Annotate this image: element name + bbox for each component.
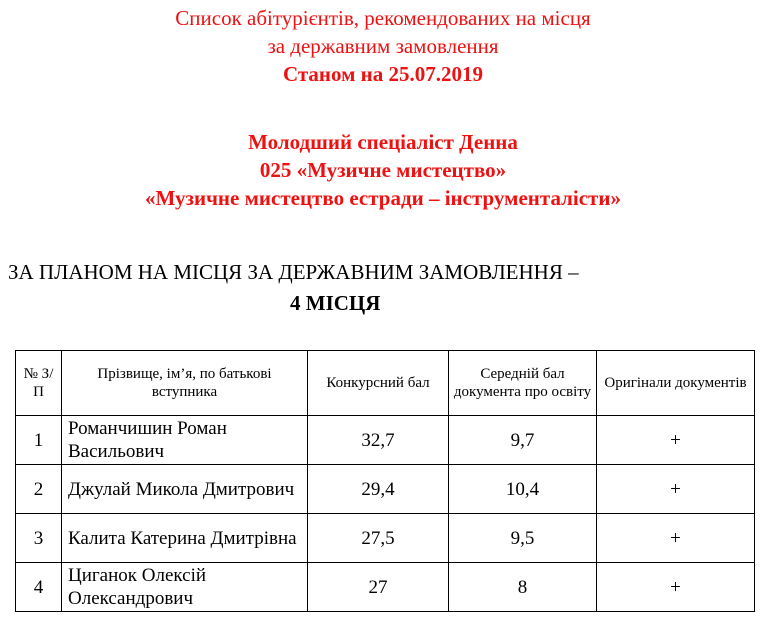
row-score: 27,5 — [308, 514, 449, 563]
table-row — [16, 514, 755, 563]
document-title — [0, 4, 766, 88]
title-line: Список абітурієнтів, рекомендованих на місця — [175, 6, 591, 30]
row-average: 8 — [449, 563, 597, 612]
row-name: Калита Катерина Дмитрівна — [62, 514, 308, 563]
row-score: 27 — [308, 563, 449, 612]
header-name: Прізвище, ім’я, по батькові вступника — [62, 351, 308, 416]
header-score: Конкурсний бал — [308, 351, 449, 416]
row-score: 32,7 — [308, 416, 449, 465]
table-row — [16, 465, 755, 514]
program-heading — [0, 128, 766, 212]
plan-count: 4 МІСЦЯ — [290, 291, 381, 315]
row-average: 9,5 — [449, 514, 597, 563]
row-number: 3 — [16, 514, 62, 563]
header-number: № З/П — [16, 351, 62, 416]
row-average: 9,7 — [449, 416, 597, 465]
applicants-table — [15, 350, 755, 612]
program-line: «Музичне мистецтво естради – інструменталісти» — [145, 186, 621, 210]
row-name: Романчишин Роман Васильович — [62, 416, 308, 465]
date-line: Станом на 25.07.2019 — [282, 62, 484, 86]
row-score: 29,4 — [308, 465, 449, 514]
plan-text: ЗА ПЛАНОМ НА МІСЦЯ ЗА ДЕРЖАВНИМ ЗАМОВЛЕННЯ – — [8, 260, 579, 284]
specialty-line: 025 «Музичне мистецтво» — [259, 158, 507, 182]
row-originals: + — [597, 563, 755, 612]
header-originals: Оригінали документів — [597, 351, 755, 416]
table-header-row — [16, 351, 755, 416]
row-name: Джулай Микола Дмитрович — [62, 465, 308, 514]
title-line-continued: за державним замовлення — [267, 34, 499, 58]
row-number: 1 — [16, 416, 62, 465]
row-originals: + — [597, 514, 755, 563]
row-originals: + — [597, 416, 755, 465]
row-name: Циганок Олексій Олександрович — [62, 563, 308, 612]
table-row — [16, 416, 755, 465]
row-number: 2 — [16, 465, 62, 514]
row-number: 4 — [16, 563, 62, 612]
header-average: Середній бал документа про освіту — [449, 351, 597, 416]
table-row — [16, 563, 755, 612]
row-originals: + — [597, 465, 755, 514]
row-average: 10,4 — [449, 465, 597, 514]
degree-line: Молодший спеціаліст Денна — [248, 130, 518, 154]
